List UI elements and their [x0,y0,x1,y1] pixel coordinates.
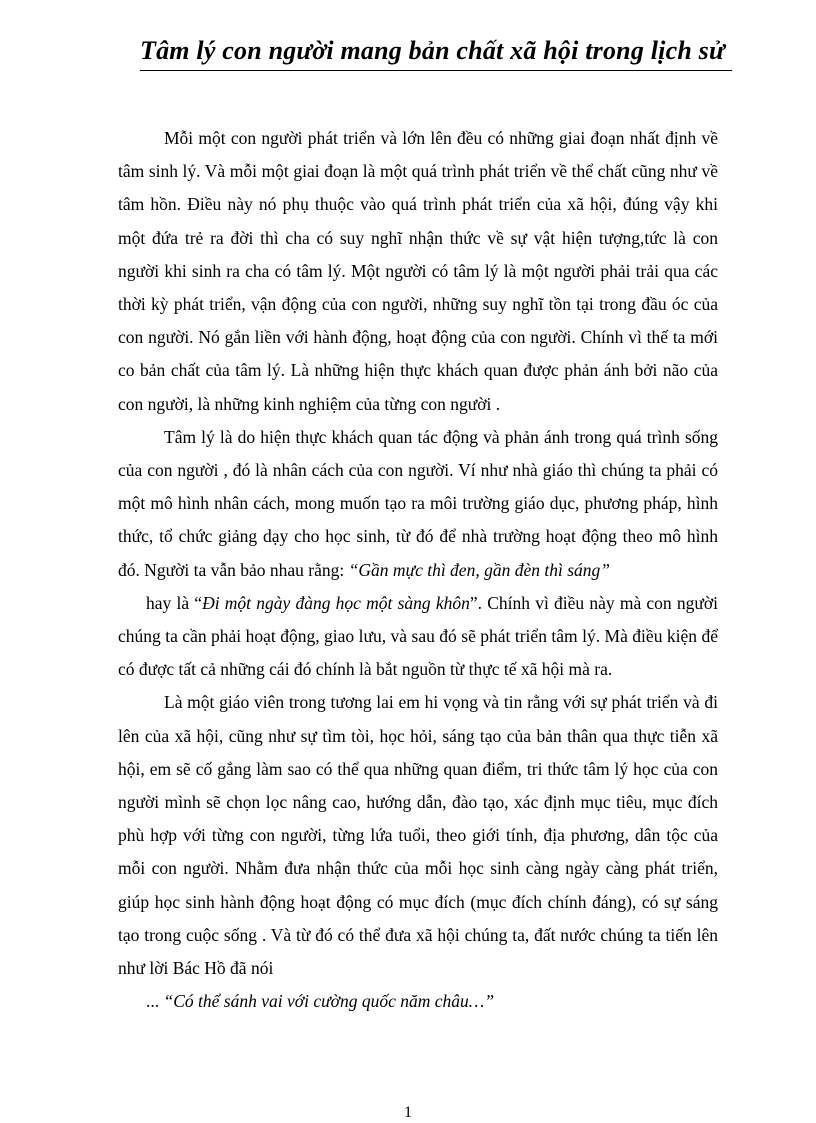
paragraph-2 [118,421,718,587]
closing-quote: “Có thể sánh vai với cường quốc năm châu…” [163,991,495,1012]
paragraph-4: Là một giáo viên trong tương lai em hi vọng và tin rằng với sự phát triển và đi lên của xã hội, cũng như sự tìm tòi, học hỏi, sáng tạo của bản thân qua thực tiễn xã hội, em sẽ cố gắng làm sao có thể qua những quan điểm, tri thức tâm lý học của con người mình sẽ chọn lọc nâng cao, hướng dẫn, đào tạo, xác định mục tiêu, mục đích phù hợp với từng con người, từng lứa tuổi, theo giới tính, địa phương, dân tộc của mỗi con người. Nhằm đưa nhận thức của mỗi học sinh càng ngày càng phát triển, giúp học sinh hành động hoạt động có mục đích (mục đích chính đáng), có sự sáng tạo trong cuộc sống . Và từ đó có thể đưa xã hội chúng ta, đất nước chúng ta tiến lên như lời Bác Hồ đã nói [118,692,718,979]
paragraph-1: Mỗi một con người phát triển và lớn lên đều có những giai đoạn nhất định về tâm sinh lý. Và mỗi một giai đoạn là một quá trình phát triển về thể chất cũng như về tâm hồn. Điều này nó phụ thuộc vào quá trình phát triển của xã hội, đúng vậy khi một đứa trẻ ra đời thì cha có suy nghĩ nhận thức về sự vật hiện tượng,tức là con người khi sinh ra cha có tâm lý. Một người có tâm lý là một người phải trải qua các thời kỳ phát triển, vận động của con người, những suy nghĩ tồn tại trong đầu óc của con người. Nó gắn liền với hành động, hoạt động của con người. Chính vì thế ta mới co bản chất của tâm lý. Là những hiện thực khách quan được phản ánh bởi não của con người, là những kinh nghiệm của từng con người . [118,128,718,414]
paragraph-3-text: ”. Chính vì điều này mà con người chúng ta cần phải hoạt động, giao lưu, và sau đó sẽ phát triển tâm lý. Mà điều kiện để có được tất cả những cái đó chính là bắt nguồn từ thực tế xã hội mà ra. [118,592,718,680]
paragraph-3-lead: hay là “ [146,592,203,613]
page-header-title: Tâm lý con người mang bản chất xã hội trong lịch sử [140,36,725,65]
document-body [118,122,718,1018]
header-underline [140,70,732,71]
proverb-quote: “Gần mực thì đen, gần đèn thì sáng” [348,559,610,580]
page-number: 1 [404,1104,412,1121]
closing-ellipsis: ... [146,991,164,1012]
proverb-quote-2: Đi một ngày đàng học một sàng khôn [202,592,470,613]
paragraph-2-text: Tâm lý là do hiện thực khách quan tác động và phản ánh trong quá trình sống của con người , đó là nhân cách của con người. Ví như nhà giáo thì chúng ta phải có một mô hình nhân cách, mong muốn tạo ra môi trường giáo dục, phương pháp, hình thức, tổ chức giảng dạy cho học sinh, từ đó để nhà trường hoạt động theo mô hình đó. Người ta vẫn bảo nhau rằng: [118,426,718,580]
paragraph-3 [118,587,718,687]
closing-quote-line [118,985,718,1018]
